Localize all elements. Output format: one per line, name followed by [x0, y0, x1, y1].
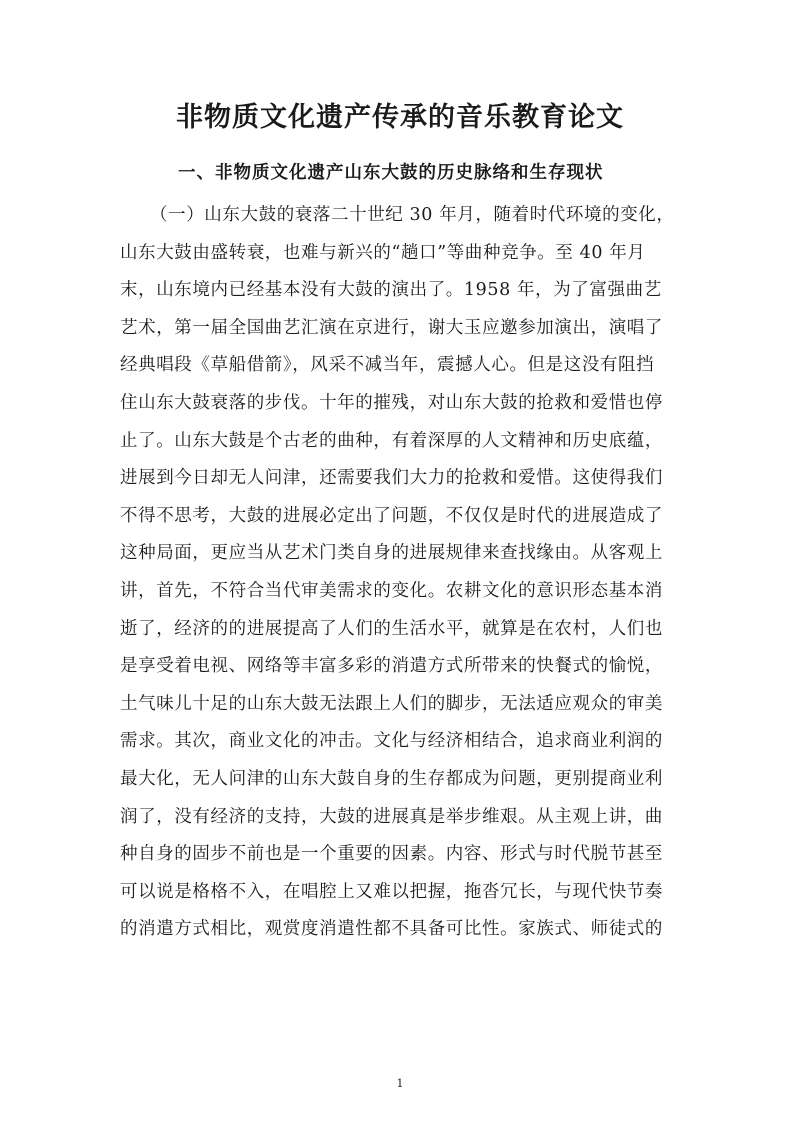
paragraph-line: 润了，没有经济的支持，大鼓的进展真是举步维艰。从主观上讲，曲: [120, 806, 663, 827]
paragraph-line: 的消遣方式相比，观赏度消遣性都不具备可比性。家族式、师徒式的: [120, 919, 663, 940]
paragraph-line: 经典唱段《草船借箭》，风采不减当年，震撼人心。但是这没有阻挡: [120, 355, 655, 376]
body-paragraph: [120, 197, 682, 949]
paragraph-line: 进展到今日却无人问津，还需要我们大力的抢救和爱惜。这使得我们: [120, 468, 663, 489]
paragraph-line: 逝了，经济的的进展提高了人们的生活水平，就算是在农村，人们也: [120, 618, 663, 639]
section-heading: 一、非物质文化遗产山东大鼓的历史脉络和生存现状: [178, 163, 604, 183]
page-number: 1: [396, 1077, 404, 1090]
paragraph-line: 不得不思考，大鼓的进展必定出了问题，不仅仅是时代的进展造成了: [120, 505, 663, 526]
paragraph-line: 止了。山东大鼓是个古老的曲种，有着深厚的人文精神和历史底蕴，: [120, 430, 663, 451]
paragraph-line: 是享受着电视、网络等丰富多彩的消遣方式所带来的快餐式的愉悦，: [120, 656, 663, 677]
paragraph-line: 最大化，无人问津的山东大鼓自身的生存都成为问题，更别提商业利: [120, 768, 663, 789]
paragraph-line: 这种局面，更应当从艺术门类自身的进展规律来查找缘由。从客观上: [120, 543, 663, 564]
paragraph-line: 可以说是格格不入，在唱腔上又难以把握，拖沓冗长，与现代快节奏: [120, 881, 663, 902]
paragraph-line: 种自身的固步不前也是一个重要的因素。内容、形式与时代脱节甚至: [120, 844, 663, 865]
paragraph-line: 住山东大鼓衰落的步伐。十年的摧残，对山东大鼓的抢救和爱惜也停: [120, 392, 663, 413]
paragraph-line: 土气味儿十足的山东大鼓无法跟上人们的脚步，无法适应观众的审美: [120, 693, 663, 714]
document-title: 非物质文化遗产传承的音乐教育论文: [176, 102, 624, 133]
paragraph-line: （一）山东大鼓的衰落二十世纪 30 年月，随着时代环境的变化，: [150, 205, 675, 225]
paragraph-line: 山东大鼓由盛转衰，也难与新兴的“趟口”等曲种竞争。至 40 年月: [120, 242, 646, 263]
paragraph-line: 艺术，第一届全国曲艺汇演在京进行，谢大玉应邀参加演出，演唱了: [120, 317, 663, 338]
paragraph-line: 末，山东境内已经基本没有大鼓的演出了。1958 年，为了富强曲艺: [120, 280, 662, 301]
paragraph-line: 需求。其次，商业文化的冲击。文化与经济相结合，追求商业利润的: [120, 731, 663, 752]
paragraph-line: 讲，首先，不符合当代审美需求的变化。农耕文化的意识形态基本消: [120, 580, 663, 601]
